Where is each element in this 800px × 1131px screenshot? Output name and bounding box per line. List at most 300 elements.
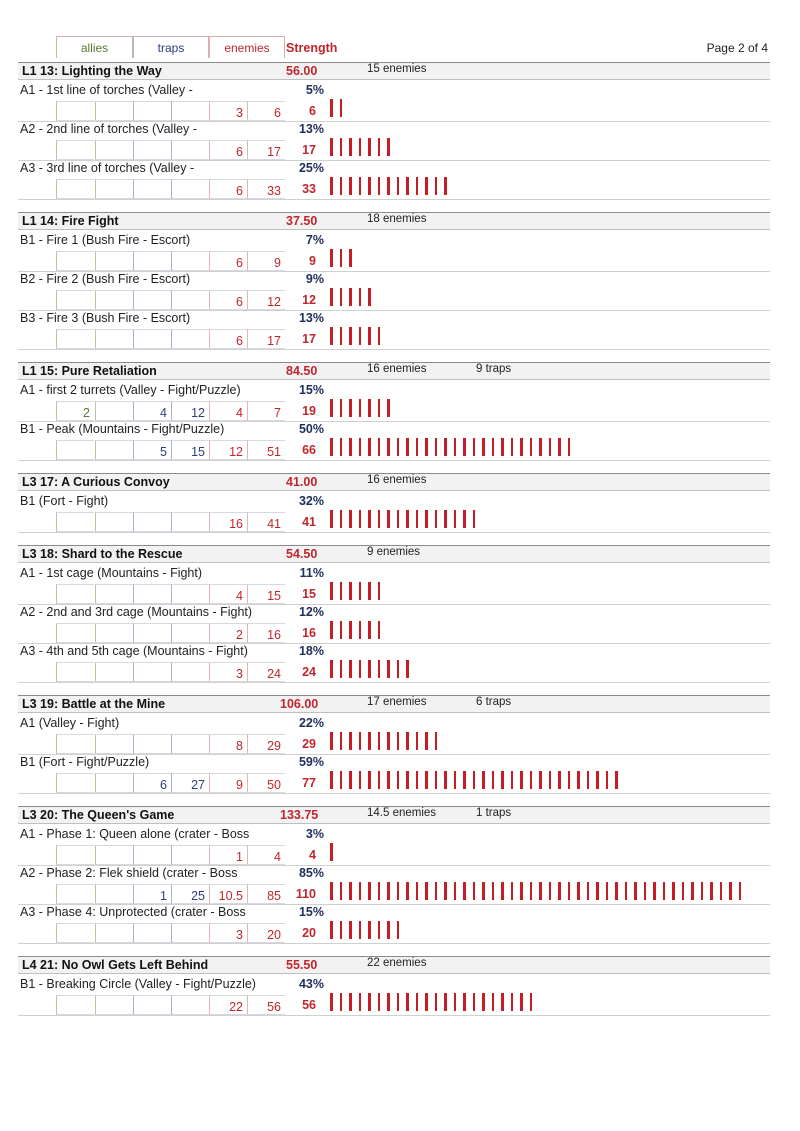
value-cell: [171, 734, 209, 754]
value-cell: 51: [247, 440, 285, 460]
value-cell: [133, 584, 171, 604]
strength-bar: [416, 732, 419, 750]
strength-bar: [492, 438, 495, 456]
value-cell: [95, 884, 133, 904]
strength-bar: [530, 771, 533, 789]
strength-bar: [359, 732, 362, 750]
strength-bar: [340, 327, 343, 345]
strength-bar: [520, 993, 523, 1011]
value-cell: [56, 584, 94, 604]
strength-bar: [397, 993, 400, 1011]
level-enemy-count: 14.5 enemies: [367, 807, 437, 819]
strength-bar: [463, 882, 466, 900]
strength-bar: [397, 177, 400, 195]
section-percent: 18%: [298, 644, 324, 658]
section-total: 24: [302, 665, 316, 679]
value-cell: [56, 440, 94, 460]
strength-column-header: Strength: [286, 41, 338, 55]
strength-bar: [340, 993, 343, 1011]
strength-bar: [577, 771, 580, 789]
strength-bar: [387, 138, 390, 156]
strength-bar: [387, 399, 390, 417]
value-cell: [95, 251, 133, 271]
value-cell: [171, 290, 209, 310]
value-cell: 15: [171, 440, 209, 460]
strength-bars: [330, 138, 397, 156]
value-cell: 41: [247, 512, 285, 532]
value-cell: [95, 101, 133, 121]
strength-bar: [549, 438, 552, 456]
section-percent: 7%: [305, 233, 324, 247]
strength-bar: [359, 177, 362, 195]
strength-bar: [349, 138, 352, 156]
strength-bar: [625, 882, 628, 900]
strength-bars: [330, 771, 625, 789]
section-total: 56: [302, 998, 316, 1012]
strength-bar: [435, 882, 438, 900]
strength-bar: [568, 438, 571, 456]
strength-bar: [349, 510, 352, 528]
level-strength: 106.00: [280, 697, 319, 711]
section-total: 9: [309, 254, 316, 268]
strength-bar: [349, 249, 352, 267]
strength-bar: [444, 882, 447, 900]
traps-column-header: traps: [133, 36, 209, 58]
value-cell: [171, 512, 209, 532]
strength-bar: [520, 438, 523, 456]
strength-bar: [340, 249, 343, 267]
row-divider: [18, 532, 770, 533]
strength-bar: [501, 993, 504, 1011]
strength-bar: [359, 288, 362, 306]
level-title: L4 21: No Owl Gets Left Behind: [22, 958, 209, 972]
strength-bar: [340, 99, 343, 117]
strength-bar: [349, 993, 352, 1011]
strength-bar: [454, 882, 457, 900]
strength-bar: [539, 438, 542, 456]
section-total: 66: [302, 443, 316, 457]
strength-bar: [340, 921, 343, 939]
value-cell: [56, 512, 94, 532]
value-cell: [95, 773, 133, 793]
value-cell: [133, 101, 171, 121]
strength-bar: [606, 882, 609, 900]
value-cell: 3: [209, 662, 247, 682]
strength-bar: [520, 771, 523, 789]
strength-bar: [387, 438, 390, 456]
section-total: 4: [309, 848, 316, 862]
strength-bar: [568, 882, 571, 900]
strength-bar: [349, 621, 352, 639]
section-percent: 25%: [298, 161, 324, 175]
section-label: A1 - 1st cage (Mountains - Fight): [20, 566, 203, 580]
strength-bar: [549, 882, 552, 900]
value-cell: [133, 995, 171, 1015]
strength-bar: [634, 882, 637, 900]
strength-bar: [378, 510, 381, 528]
strength-bar: [425, 177, 428, 195]
strength-bar: [501, 771, 504, 789]
strength-bar: [606, 771, 609, 789]
value-cell: 15: [247, 584, 285, 604]
strength-bars: [330, 621, 387, 639]
strength-bar: [425, 882, 428, 900]
strength-bar: [330, 399, 333, 417]
value-cell: [171, 140, 209, 160]
value-cell: [171, 662, 209, 682]
strength-bar: [368, 921, 371, 939]
strength-bar: [387, 732, 390, 750]
value-cell: 6: [209, 251, 247, 271]
strength-bar: [368, 288, 371, 306]
section-total: 77: [302, 776, 316, 790]
strength-bars: [330, 843, 340, 861]
strength-bar: [492, 771, 495, 789]
value-cell: 17: [247, 329, 285, 349]
strength-bar: [577, 882, 580, 900]
value-cell: [133, 329, 171, 349]
strength-bar: [330, 249, 333, 267]
value-cell: [171, 179, 209, 199]
level-strength: 84.50: [286, 364, 318, 378]
strength-bar: [520, 882, 523, 900]
strength-bar: [378, 438, 381, 456]
strength-bar: [378, 882, 381, 900]
strength-bar: [425, 771, 428, 789]
strength-bar: [406, 993, 409, 1011]
value-cell: [95, 140, 133, 160]
level-enemy-count: 18 enemies: [367, 213, 427, 225]
value-cell: [56, 251, 94, 271]
value-cell: 6: [209, 179, 247, 199]
value-cell: [95, 512, 133, 532]
strength-bar: [482, 882, 485, 900]
strength-bars: [330, 732, 444, 750]
strength-bar: [330, 921, 333, 939]
section-label: A3 - 4th and 5th cage (Mountains - Fight): [20, 644, 248, 658]
value-cell: 9: [209, 773, 247, 793]
strength-bar: [492, 993, 495, 1011]
strength-bars: [330, 327, 387, 345]
strength-bar: [330, 177, 333, 195]
strength-bar: [340, 177, 343, 195]
section-percent: 5%: [305, 83, 324, 97]
strength-bar: [701, 882, 704, 900]
strength-bar: [596, 882, 599, 900]
strength-bar: [330, 771, 333, 789]
section-label: B1 (Fort - Fight): [20, 494, 109, 508]
strength-bar: [359, 921, 362, 939]
strength-bar: [387, 771, 390, 789]
strength-bar: [330, 732, 333, 750]
strength-bar: [330, 438, 333, 456]
value-cell: [56, 140, 94, 160]
level-enemy-count: 17 enemies: [367, 696, 427, 708]
level-strength: 133.75: [280, 808, 319, 822]
strength-bar: [691, 882, 694, 900]
level-trap-count: 9 traps: [476, 363, 512, 375]
value-cell: [95, 401, 133, 421]
strength-bar: [406, 177, 409, 195]
strength-bar: [330, 288, 333, 306]
strength-bar: [539, 771, 542, 789]
strength-bar: [444, 177, 447, 195]
strength-bars: [330, 660, 416, 678]
strength-bar: [368, 582, 371, 600]
strength-bar: [330, 99, 333, 117]
section-percent: 12%: [298, 605, 324, 619]
value-cell: [95, 179, 133, 199]
value-cell: [95, 995, 133, 1015]
value-cell: [95, 440, 133, 460]
strength-bar: [368, 510, 371, 528]
strength-bars: [330, 288, 378, 306]
strength-bar: [568, 771, 571, 789]
strength-bar: [587, 882, 590, 900]
level-enemy-count: 22 enemies: [367, 957, 427, 969]
value-cell: [171, 845, 209, 865]
strength-bar: [549, 771, 552, 789]
strength-bar: [368, 138, 371, 156]
strength-bar: [444, 771, 447, 789]
strength-bar: [330, 660, 333, 678]
strength-bar: [330, 327, 333, 345]
level-trap-count: 6 traps: [476, 696, 512, 708]
strength-bar: [340, 660, 343, 678]
strength-bar: [473, 438, 476, 456]
value-cell: 12: [171, 401, 209, 421]
section-total: 29: [302, 737, 316, 751]
value-cell: 4: [133, 401, 171, 421]
strength-bar: [340, 438, 343, 456]
strength-bar: [406, 438, 409, 456]
level-title: L1 15: Pure Retaliation: [22, 364, 157, 378]
strength-bar: [378, 771, 381, 789]
strength-bar: [330, 510, 333, 528]
strength-bar: [378, 399, 381, 417]
strength-bar: [416, 993, 419, 1011]
value-cell: [133, 734, 171, 754]
strength-bar: [425, 732, 428, 750]
strength-bar: [387, 510, 390, 528]
level-strength: 54.50: [286, 547, 318, 561]
strength-bar: [349, 288, 352, 306]
strength-bars: [330, 99, 349, 117]
value-cell: [95, 623, 133, 643]
strength-bar: [482, 438, 485, 456]
strength-bar: [349, 582, 352, 600]
section-label: B1 - Peak (Mountains - Fight/Puzzle): [20, 422, 225, 436]
strength-bar: [482, 771, 485, 789]
section-label: B3 - Fire 3 (Bush Fire - Escort): [20, 311, 191, 325]
strength-bar: [672, 882, 675, 900]
row-divider: [18, 460, 770, 461]
strength-bar: [425, 510, 428, 528]
value-cell: 25: [171, 884, 209, 904]
level-enemy-count: 16 enemies: [367, 474, 427, 486]
value-cell: [56, 923, 94, 943]
strength-bar: [359, 138, 362, 156]
strength-bar: [368, 732, 371, 750]
strength-bar: [330, 582, 333, 600]
section-label: A2 - 2nd and 3rd cage (Mountains - Fight): [20, 605, 253, 619]
strength-bars: [330, 249, 359, 267]
section-label: A1 (Valley - Fight): [20, 716, 120, 730]
row-divider: [18, 793, 770, 794]
strength-bar: [444, 993, 447, 1011]
section-total: 17: [302, 332, 316, 346]
value-cell: 4: [209, 584, 247, 604]
section-label: B1 (Fort - Fight/Puzzle): [20, 755, 150, 769]
strength-bar: [359, 582, 362, 600]
strength-bar: [378, 582, 381, 600]
value-cell: 1: [133, 884, 171, 904]
section-label: B2 - Fire 2 (Bush Fire - Escort): [20, 272, 191, 286]
strength-bar: [349, 771, 352, 789]
strength-bar: [340, 771, 343, 789]
strength-bar: [530, 438, 533, 456]
value-cell: [56, 662, 94, 682]
strength-bar: [511, 771, 514, 789]
section-label: A1 - Phase 1: Queen alone (crater - Boss: [20, 827, 250, 841]
value-cell: [56, 179, 94, 199]
level-enemy-count: 16 enemies: [367, 363, 427, 375]
value-cell: [95, 290, 133, 310]
strength-bar: [397, 660, 400, 678]
strength-bar: [416, 882, 419, 900]
strength-bar: [644, 882, 647, 900]
level-title: L1 13: Lighting the Way: [22, 64, 162, 78]
value-cell: 27: [171, 773, 209, 793]
value-cell: 8: [209, 734, 247, 754]
value-cell: [171, 923, 209, 943]
value-cell: [56, 773, 94, 793]
strength-bar: [511, 993, 514, 1011]
level-title: L3 19: Battle at the Mine: [22, 697, 166, 711]
value-cell: [56, 329, 94, 349]
strength-bar: [596, 771, 599, 789]
strength-bar: [387, 177, 390, 195]
value-cell: 12: [247, 290, 285, 310]
strength-bar: [349, 921, 352, 939]
value-cell: [56, 101, 94, 121]
section-total: 16: [302, 626, 316, 640]
section-label: A2 - 2nd line of torches (Valley -: [20, 122, 197, 136]
section-percent: 22%: [298, 716, 324, 730]
strength-bar: [710, 882, 713, 900]
strength-bars: [330, 993, 539, 1011]
section-label: A2 - Phase 2: Flek shield (crater - Boss: [20, 866, 238, 880]
section-percent: 13%: [298, 122, 324, 136]
strength-bar: [349, 327, 352, 345]
strength-bar: [330, 138, 333, 156]
value-cell: 17: [247, 140, 285, 160]
strength-bar: [340, 732, 343, 750]
value-cell: [171, 251, 209, 271]
section-percent: 85%: [298, 866, 324, 880]
value-cell: [56, 623, 94, 643]
strength-bar: [406, 732, 409, 750]
strength-bar: [378, 327, 381, 345]
strength-bar: [368, 438, 371, 456]
strength-bar: [425, 438, 428, 456]
strength-bar: [492, 882, 495, 900]
section-label: B1 - Fire 1 (Bush Fire - Escort): [20, 233, 191, 247]
value-cell: [133, 923, 171, 943]
row-divider: [18, 199, 770, 200]
strength-bar: [530, 993, 533, 1011]
strength-bar: [406, 510, 409, 528]
value-cell: [171, 995, 209, 1015]
strength-bar: [330, 843, 333, 861]
strength-bars: [330, 438, 577, 456]
strength-bar: [406, 882, 409, 900]
section-percent: 13%: [298, 311, 324, 325]
level-strength: 55.50: [286, 958, 318, 972]
strength-bar: [340, 138, 343, 156]
row-divider: [18, 682, 770, 683]
row-divider: [18, 1015, 770, 1016]
strength-bar: [378, 621, 381, 639]
strength-bar: [416, 438, 419, 456]
value-cell: 6: [247, 101, 285, 121]
section-label: A1 - 1st line of torches (Valley -: [20, 83, 193, 97]
strength-bar: [387, 993, 390, 1011]
value-cell: 6: [209, 290, 247, 310]
strength-bar: [340, 882, 343, 900]
value-cell: [95, 329, 133, 349]
level-title: L1 14: Fire Fight: [22, 214, 119, 228]
section-total: 6: [309, 104, 316, 118]
strength-bar: [729, 882, 732, 900]
strength-bar: [682, 882, 685, 900]
strength-bar: [359, 621, 362, 639]
strength-bar: [368, 327, 371, 345]
strength-bar: [397, 771, 400, 789]
strength-bar: [473, 993, 476, 1011]
strength-bar: [349, 732, 352, 750]
section-total: 12: [302, 293, 316, 307]
strength-bar: [368, 177, 371, 195]
value-cell: [133, 512, 171, 532]
value-cell: [56, 290, 94, 310]
value-cell: 12: [209, 440, 247, 460]
value-cell: 16: [209, 512, 247, 532]
section-total: 33: [302, 182, 316, 196]
strength-bar: [387, 921, 390, 939]
strength-bar: [454, 993, 457, 1011]
strength-bar: [359, 438, 362, 456]
strength-bar: [397, 438, 400, 456]
value-cell: [95, 662, 133, 682]
strength-bar: [330, 993, 333, 1011]
level-title: L3 17: A Curious Convoy: [22, 475, 170, 489]
strength-bar: [359, 882, 362, 900]
strength-bar: [473, 771, 476, 789]
strength-bar: [416, 510, 419, 528]
section-percent: 32%: [298, 494, 324, 508]
level-strength: 37.50: [286, 214, 318, 228]
value-cell: 10.5: [209, 884, 247, 904]
value-cell: [171, 584, 209, 604]
strength-bar: [340, 510, 343, 528]
strength-bars: [330, 399, 397, 417]
strength-bars: [330, 882, 748, 900]
strength-bar: [397, 882, 400, 900]
strength-bar: [739, 882, 742, 900]
section-percent: 50%: [298, 422, 324, 436]
strength-bar: [558, 882, 561, 900]
